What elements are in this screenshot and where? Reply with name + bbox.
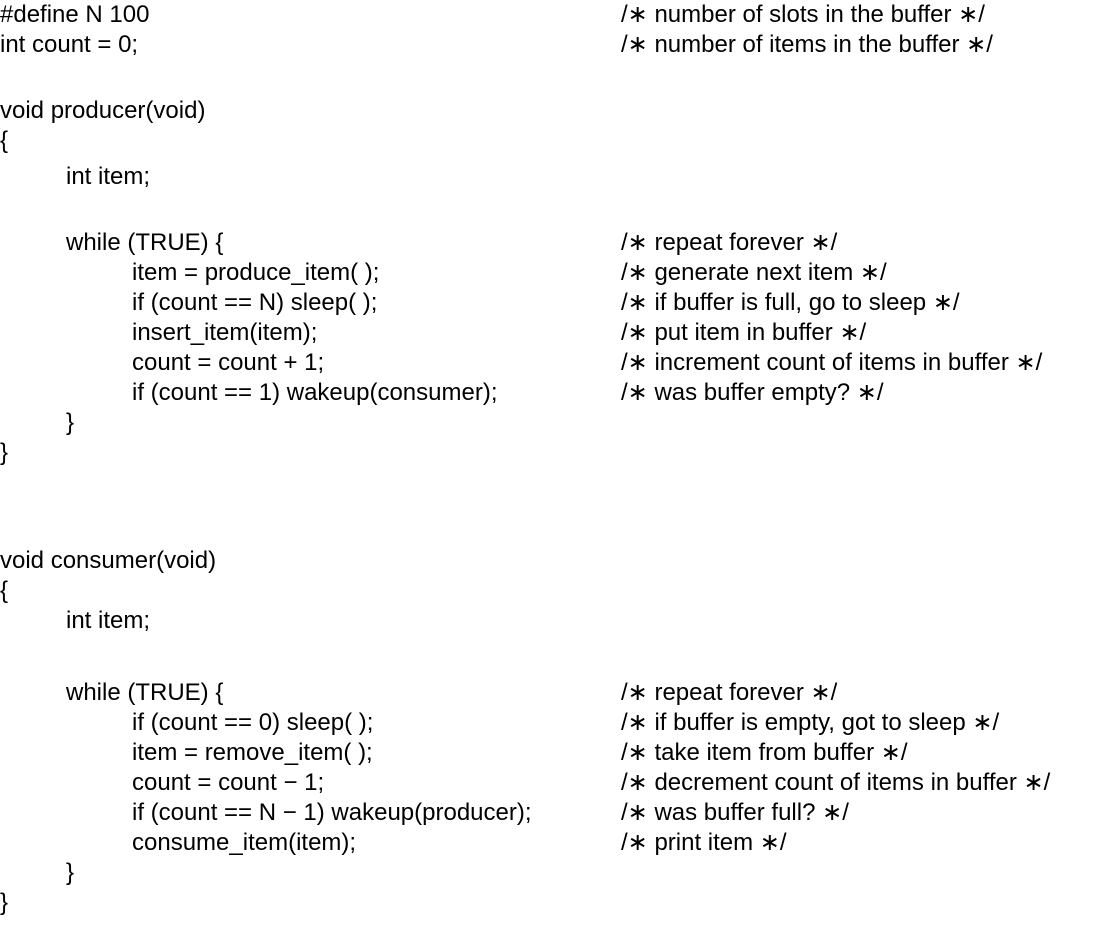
code-line <box>0 576 1110 606</box>
code-line <box>0 474 1110 504</box>
code-line <box>0 228 1110 258</box>
code-comment: /∗ put item in buffer ∗/ <box>621 319 867 346</box>
code-comment: /∗ decrement count of items in buffer ∗/ <box>621 769 1051 796</box>
code-text: int item; <box>66 607 151 634</box>
code-line <box>0 378 1110 408</box>
code-line <box>0 828 1110 858</box>
code-line <box>0 738 1110 768</box>
code-line <box>0 348 1110 378</box>
code-line <box>0 162 1110 192</box>
code-text: } <box>66 859 75 886</box>
code-text: item = produce_item( ); <box>132 259 380 286</box>
code-comment: /∗ was buffer full? ∗/ <box>621 799 849 826</box>
code-line <box>0 888 1110 918</box>
code-text: if (count == N − 1) wakeup(producer); <box>132 799 532 826</box>
code-text: } <box>0 889 9 916</box>
code-text: consume_item(item); <box>132 829 357 856</box>
code-text: count = count − 1; <box>132 769 325 796</box>
code-line <box>0 768 1110 798</box>
code-line <box>0 708 1110 738</box>
code-text: void consumer(void) <box>0 547 217 574</box>
code-text: while (TRUE) { <box>66 679 224 706</box>
code-text: int item; <box>66 163 151 190</box>
code-line <box>0 0 1110 30</box>
code-line <box>0 408 1110 438</box>
code-line <box>0 510 1110 540</box>
code-text: while (TRUE) { <box>66 229 224 256</box>
code-line <box>0 288 1110 318</box>
code-text: item = remove_item( ); <box>132 739 373 766</box>
code-line <box>0 258 1110 288</box>
code-comment: /∗ print item ∗/ <box>621 829 787 856</box>
code-line <box>0 66 1110 96</box>
code-comment: /∗ number of items in the buffer ∗/ <box>621 31 993 58</box>
code-comment: /∗ repeat forever ∗/ <box>621 679 838 706</box>
code-line <box>0 96 1110 126</box>
code-text: void producer(void) <box>0 97 206 124</box>
code-line <box>0 606 1110 636</box>
code-text: if (count == 1) wakeup(consumer); <box>132 379 498 406</box>
code-line <box>0 30 1110 60</box>
code-text: if (count == 0) sleep( ); <box>132 709 374 736</box>
code-text: count = count + 1; <box>132 349 325 376</box>
code-comment: /∗ was buffer empty? ∗/ <box>621 379 884 406</box>
code-comment: /∗ if buffer is empty, got to sleep ∗/ <box>621 709 1000 736</box>
code-line <box>0 678 1110 708</box>
code-comment: /∗ take item from buffer ∗/ <box>621 739 908 766</box>
code-line <box>0 642 1110 672</box>
code-line <box>0 546 1110 576</box>
code-comment: /∗ number of slots in the buffer ∗/ <box>621 1 985 28</box>
code-text: { <box>0 127 9 154</box>
code-comment: /∗ increment count of items in buffer ∗/ <box>621 349 1043 376</box>
code-line <box>0 858 1110 888</box>
code-line <box>0 198 1110 228</box>
code-text: int count = 0; <box>0 31 139 58</box>
code-text: } <box>66 409 75 436</box>
code-comment: /∗ generate next item ∗/ <box>621 259 887 286</box>
code-comment: /∗ repeat forever ∗/ <box>621 229 838 256</box>
code-text: if (count == N) sleep( ); <box>132 289 378 316</box>
code-text: insert_item(item); <box>132 319 318 346</box>
code-comment: /∗ if buffer is full, go to sleep ∗/ <box>621 289 960 316</box>
code-line <box>0 798 1110 828</box>
code-line <box>0 438 1110 468</box>
code-text: { <box>0 577 9 604</box>
code-line <box>0 126 1110 156</box>
code-text: } <box>0 439 9 466</box>
code-line <box>0 318 1110 348</box>
code-text: #define N 100 <box>0 1 150 28</box>
